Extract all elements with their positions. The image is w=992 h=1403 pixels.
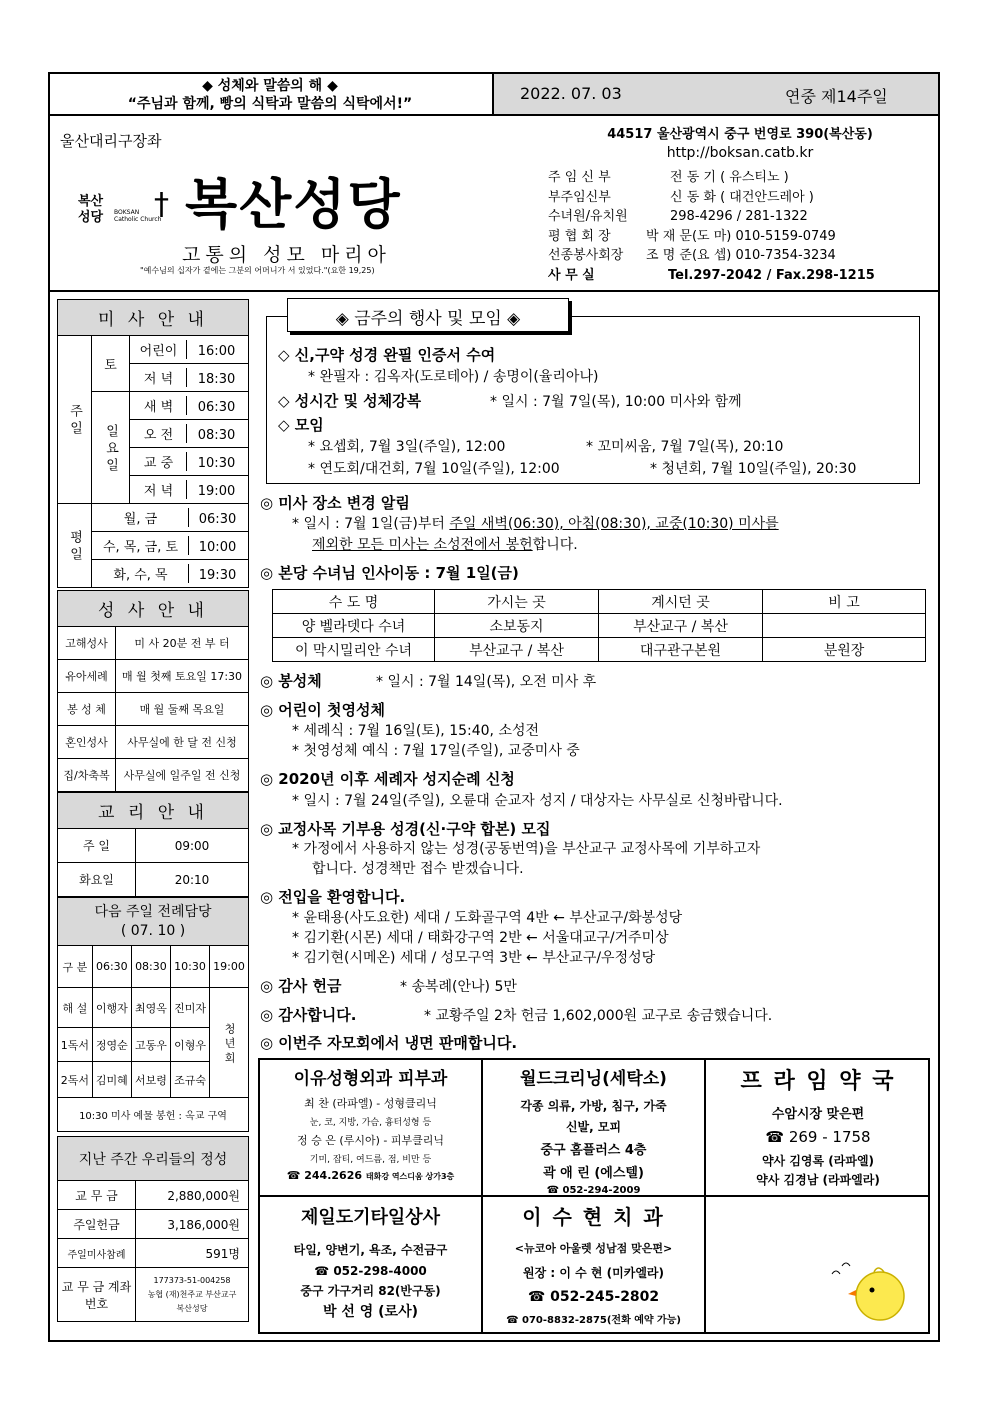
liturgical-week: 연중 제14주일 xyxy=(785,87,888,106)
contact-row: 부주임신부 신 동 화 ( 대건안드레아 ) xyxy=(548,189,814,205)
liturgy-table: 다음 주일 전례담당 ( 07. 10 ) 구 분 06:30 08:30 10:30 19:00 해 설 이행자 최영옥 진미자 청 년 회 1독서 정영순 고동우 이형우 2독서 김미혜 서보령 조규숙 10:30 미사 예물 봉헌 : 옥교 구역 xyxy=(57,897,249,1132)
logo: 복산 성당 † BOKSAN Catholic Church xyxy=(78,187,169,225)
offering-table: 지난 주간 우리들의 정성 교 무 금 2,880,000원 주일헌금 3,186,000원 주일미사참례 591명 교 무 금 계좌번호 177373-51-004258 농협 (재)천주교 부산교구 복산성당 xyxy=(57,1136,249,1322)
contact-row: 평 협 회 장 박 재 문(도 마) 010-5159-0749 xyxy=(548,228,836,244)
chick-illustration xyxy=(830,1260,920,1324)
catechism-title: 교 리 안 내 xyxy=(58,793,249,829)
mass-table: 미 사 안 내 주 일 토 어린이 16:00 저 녁 18:30 일 요 일 새 벽 06:30 오 전 08:30 교 중 10:30 저 녁 19:00 평 일 월, 금 06:30 수, 목, 금, 토 10:00 화, 수, 목 19:30 xyxy=(57,299,249,588)
mass-title: 미 사 안 내 xyxy=(58,300,249,336)
events-title: ◈ 금주의 행사 및 모임 ◈ xyxy=(335,309,521,329)
liturgy-title: 다음 주일 전례담당 xyxy=(94,903,212,920)
address: 44517 울산광역시 중구 번영로 390(복산동) xyxy=(607,127,873,142)
ad-clinic: 이유성형외과 피부과 최 찬 (라파엘) - 성형클리닉 눈, 코, 지방, 가슴, 흉터성형 등 정 승 은 (루시아) - 피부클리닉 기미, 잡티, 여드름, 점, 비만 등 ☎ 244.2626 태화강 역스디움 상가3층 xyxy=(286,1069,455,1182)
patron-quote: "예수님의 십자가 곁에는 그분의 어머니가 서 있었다."(요한 19,25) xyxy=(140,266,375,275)
contact-row: 수녀원/유치원 298-4296 / 281-1322 xyxy=(548,209,808,224)
contact-row: 주 임 신 부 전 동 기 ( 유스티노 ) xyxy=(548,170,789,185)
ad-dental: 이 수 현 치 과 <뉴코아 아울렛 성남점 맞은편> 원장 : 이 수 현 (미카엘라) ☎ 052-245-2802 ☎ 070-8832-2875(전화 예약 가능) xyxy=(506,1205,681,1326)
nun-table: 수 도 명 가시는 곳 계시던 곳 비 고 양 벨라뎃다 수녀 소보동지 부산교구 / 복산 이 막시밀리안 수녀 부산교구 / 복산 대구관구본원 분원장 xyxy=(272,589,926,662)
ad-tile: 제일도기타일상사 타일, 양변기, 욕조, 수전금구 ☎ 052-298-4000 중구 가구거리 82(반구동) 박 선 영 (로사) xyxy=(293,1207,448,1320)
offering-title: 지난 주간 우리들의 정성 xyxy=(58,1137,249,1181)
banner xyxy=(50,74,938,114)
website: http://boksan.catb.kr xyxy=(666,145,814,161)
banner-quote: “주님과 함께, 빵의 식탁과 말씀의 식탁에서!” xyxy=(127,96,413,112)
year-theme: ◆ 성체와 말씀의 해 ◆ xyxy=(202,78,338,94)
issue-date: 2022. 07. 03 xyxy=(520,84,622,103)
cross-icon: † xyxy=(154,187,169,222)
sacrament-title: 성 사 안 내 xyxy=(58,591,249,627)
patron: 고통의 성모 마리아 xyxy=(182,244,391,266)
ad-pharmacy: 프 라 임 약 국 수암시장 맞은편 ☎ 269 - 1758 약사 김영록 (라파엘) 약사 김경남 (라파엘라) xyxy=(740,1069,896,1187)
contact-row: 사 무 실 Tel.297-2042 / Fax.298-1215 xyxy=(548,267,875,283)
contact-row: 선종봉사회장 조 명 준(요 셉) 010-7354-3234 xyxy=(548,248,836,263)
catechism-table: 교 리 안 내 주 일 09:00 화요일 20:10 xyxy=(57,792,249,897)
church-title: 복산성당 xyxy=(185,173,402,236)
ad-cleaning: 월드크리닝(세탁소) 각종 의류, 가방, 침구, 가죽 신발, 모피 중구 홈플러스 4층 곽 애 린 (에스텔) ☎ 052-294-2009 xyxy=(520,1069,667,1196)
diocese: 울산대리구장좌 xyxy=(60,132,162,150)
contacts xyxy=(548,166,908,283)
sacrament-table: 성 사 안 내 고해성사 미 사 20분 전 부 터 유아세례 매 월 첫째 토요일 17:30 봉 성 체 매 월 둘째 목요일 혼인성사 사무실에 한 달 전 신청 집/차축복 사무실에 일주일 전 신청 xyxy=(57,590,249,792)
